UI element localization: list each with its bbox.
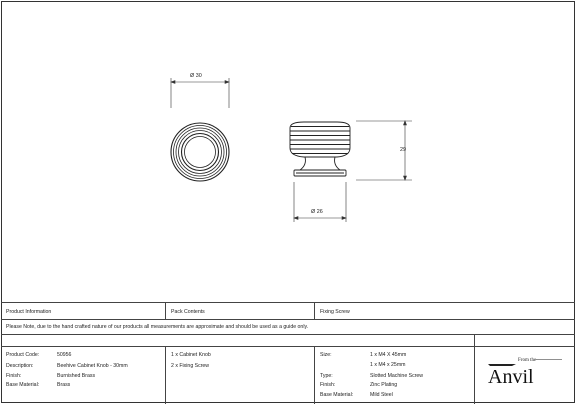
title-block-top-line [1, 302, 575, 303]
pack-contents-heading: Pack Contents [171, 309, 205, 315]
pack-item: 2 x Fixing Screw [171, 363, 210, 369]
screw-finish-label: Finish: [320, 382, 336, 388]
anvil-logo [486, 352, 566, 386]
product-code-label: Product Code: [6, 352, 40, 358]
product-info-heading: Product Information [6, 309, 52, 315]
base-diameter-dimension [294, 182, 346, 222]
table-header-line [1, 346, 575, 347]
base-material-value: Brass [57, 382, 71, 388]
screw-material-value: Mild Steel [370, 392, 393, 398]
height-label: 29 [400, 147, 406, 153]
base-diameter-label: Ø 26 [311, 209, 323, 215]
side-view [290, 122, 350, 176]
logo-tagline: From the [518, 358, 537, 363]
size-value: 1 x M4 X 45mm [370, 352, 407, 358]
measurement-note: Please Note, due to the hand crafted nature of our products all measurements are approximate and should be used as a guide only. [6, 324, 309, 330]
fixing-screw-heading: Fixing Screw [320, 309, 350, 315]
size-label: Size: [320, 352, 332, 358]
size-value: 1 x M4 x 25mm [370, 362, 406, 368]
note-divider-line [1, 334, 575, 335]
finish-label: Finish: [6, 373, 22, 379]
screw-material-label: Base Material: [320, 392, 354, 398]
description-value: Beehive Cabinet Knob - 30mm [57, 363, 128, 369]
column-divider-2 [314, 346, 315, 404]
header-divider-line [1, 319, 575, 320]
column-divider-3 [474, 334, 475, 404]
description-label: Description: [6, 363, 34, 369]
finish-value: Burnished Brass [57, 373, 96, 379]
top-view [171, 123, 229, 181]
product-code-value: 50956 [57, 352, 72, 358]
screw-finish-value: Zinc Plating [370, 382, 398, 388]
top-diameter-dimension [171, 78, 229, 108]
header-divider-1 [165, 302, 166, 320]
header-divider-2 [314, 302, 315, 320]
screw-type-label: Type: [320, 373, 333, 379]
base-material-label: Base Material: [6, 382, 40, 388]
pack-item: 1 x Cabinet Knob [171, 352, 211, 358]
column-divider-1 [165, 346, 166, 404]
screw-type-value: Slotted Machine Screw [370, 373, 424, 379]
top-diameter-label: Ø 30 [190, 73, 202, 79]
logo-wordmark: Anvil [488, 366, 534, 386]
